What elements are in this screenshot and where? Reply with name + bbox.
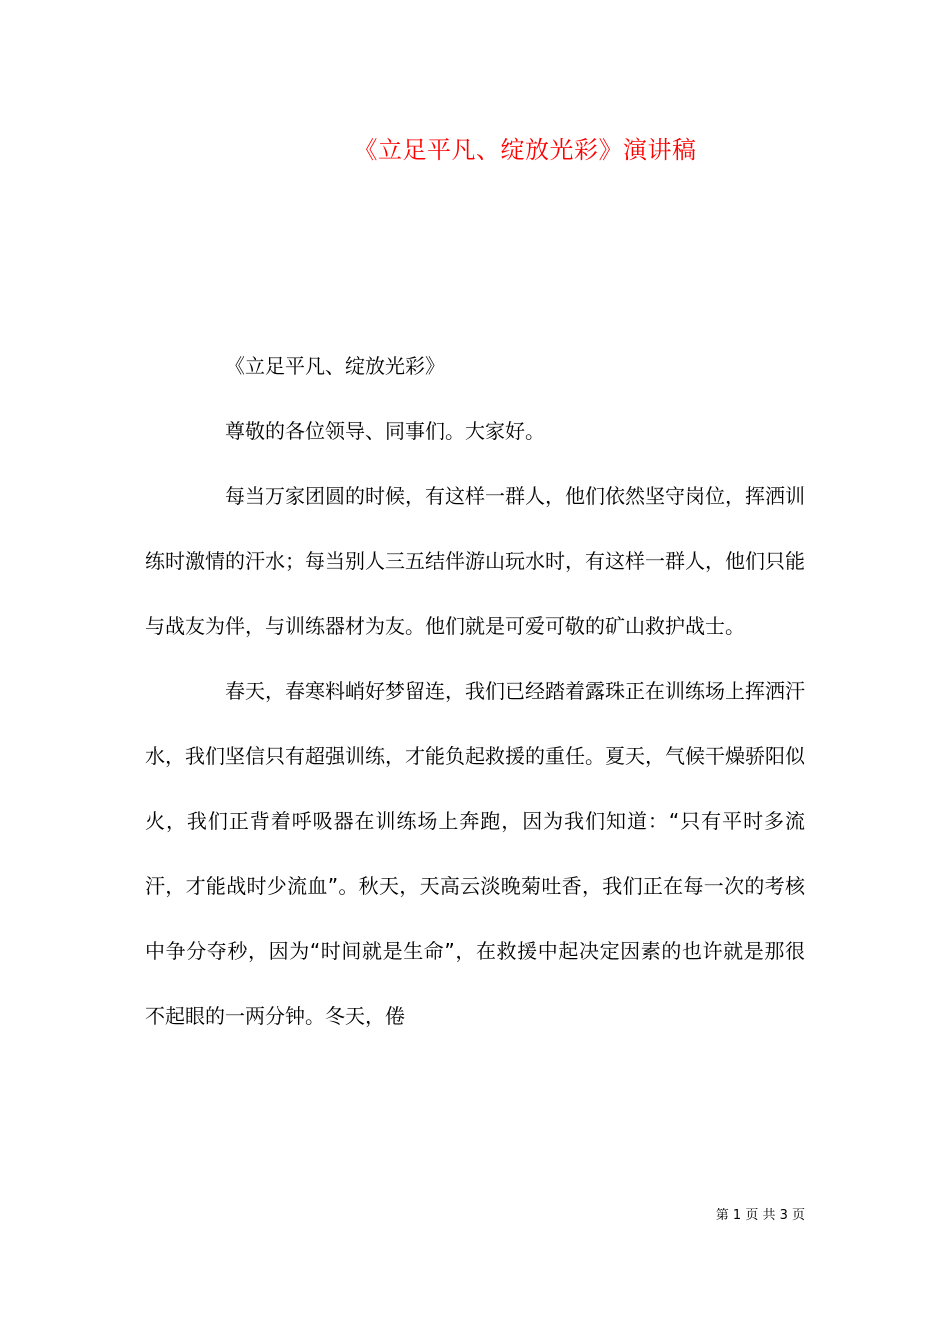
page-number-footer: 第 1 页 共 3 页	[715, 1208, 805, 1223]
paragraph-speech-title: 《立足平凡、绽放光彩》	[225, 354, 445, 378]
paragraph-seasons: 春天，春寒料峭好梦留连，我们已经踏着露珠正在训练场上挥洒汗水，我们坚信只有超强训练，才能负起救援的重任。夏天，气候干燥骄阳似火，我们正背着呼吸器在训练场上奔跑，因为我们知道：“只有平时多流汗，才能战时少流血”。秋天，天高云淡晚菊吐香，我们正在每一次的考核中争分夺秒，因为“时间就是生命”，在救援中起决定因素的也许就是那很不起眼的一两分钟。冬天，倦	[145, 679, 805, 1028]
paragraph-greeting: 尊敬的各位领导、同事们。大家好。	[225, 419, 545, 443]
paragraph-guardians: 每当万家团圆的时候，有这样一群人，他们依然坚守岗位，挥洒训练时激情的汗水；每当别人三五结伴游山玩水时，有这样一群人，他们只能与战友为伴，与训练器材为友。他们就是可爱可敬的矿山救护战士。	[145, 484, 805, 638]
document-title-text: 《立足平凡、绽放光彩》演讲稿	[353, 136, 697, 164]
document-body	[145, 334, 805, 1049]
document-title	[0, 133, 950, 167]
